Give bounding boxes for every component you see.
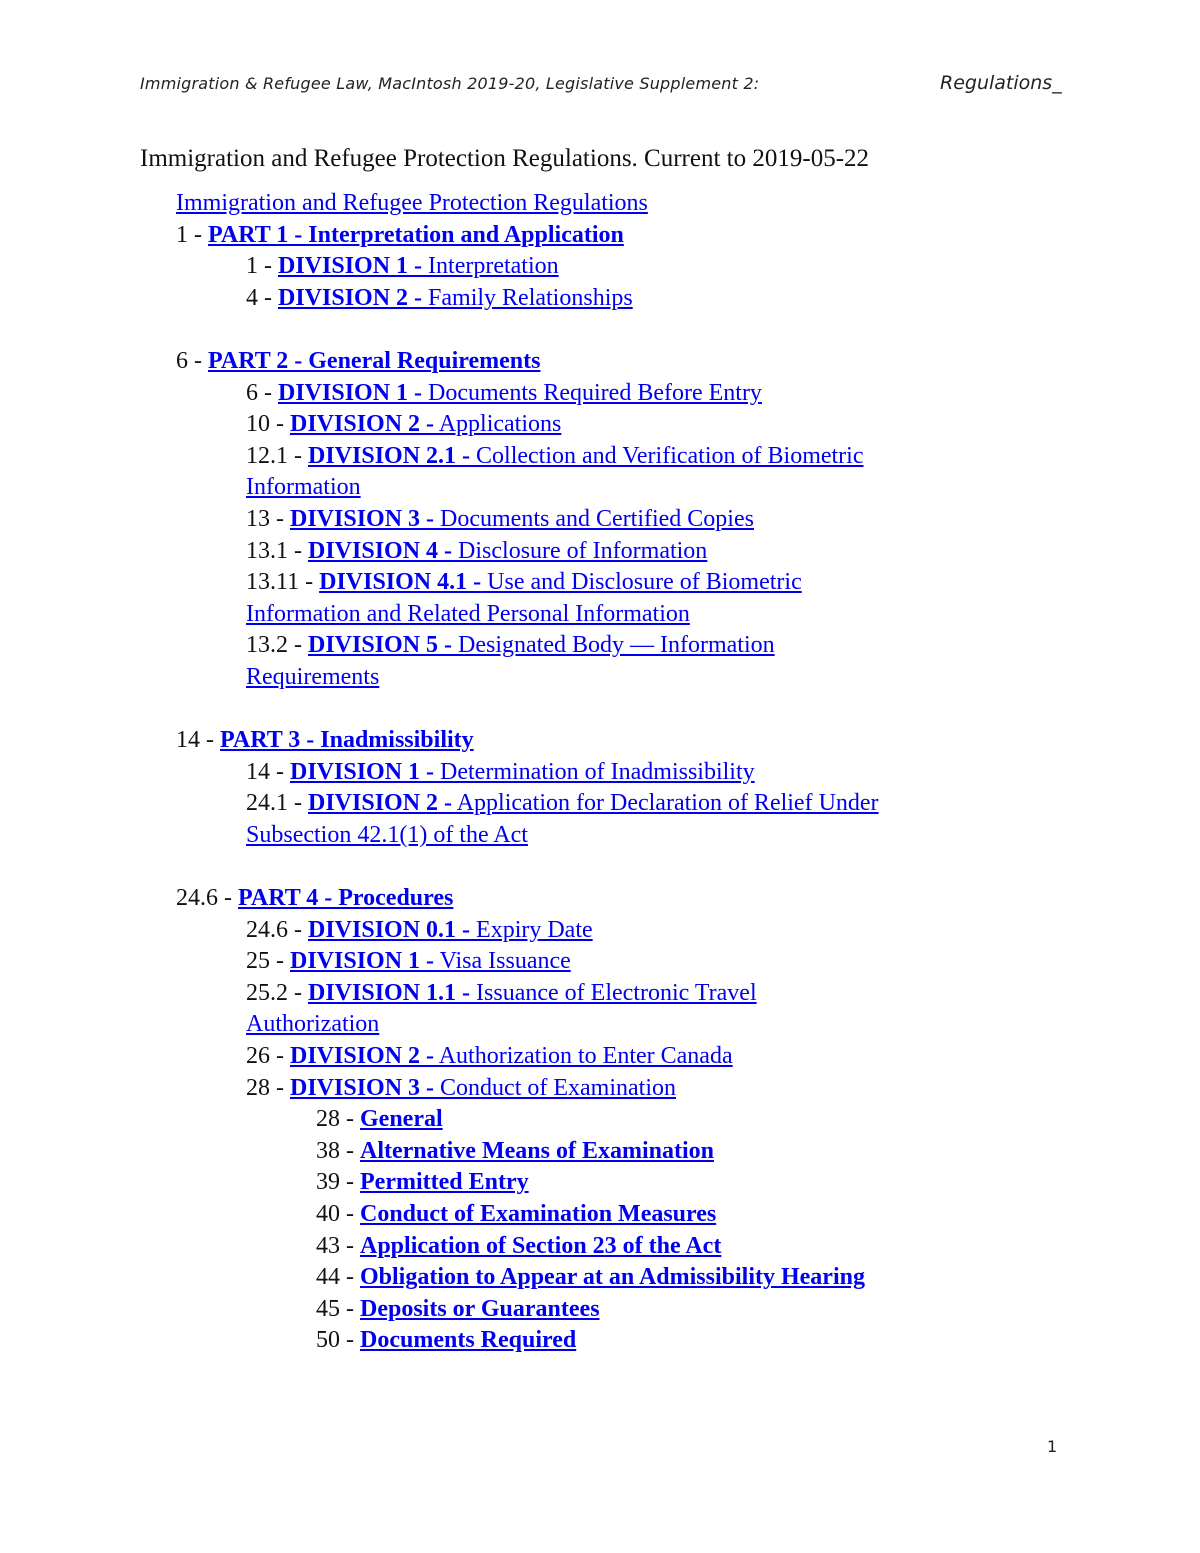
toc-division-number: 13.2 - [246,632,302,659]
toc-division-title: Use and Disclosure of Biometric [481,569,802,596]
toc-division-title: Documents and Certified Copies [434,505,754,532]
toc-division-line [176,378,996,410]
toc-division-link-continued[interactable]: Information [246,474,361,501]
toc-division-continuation [176,599,996,631]
toc-division-label: DIVISION 1.1 - [308,979,471,1006]
toc-division-line [176,788,996,820]
toc-subdivision-link[interactable]: Permitted Entry [360,1169,529,1196]
toc-subdivision-line [176,1136,996,1168]
toc-division-label: DIVISION 3 - [290,505,435,532]
toc-division-number: 26 - [246,1043,284,1070]
toc-division-link[interactable] [308,790,879,816]
toc-division-link[interactable] [290,1043,733,1069]
toc-division-number: 25 - [246,948,284,975]
toc-division-number: 25.2 - [246,979,302,1006]
toc-division-title: Disclosure of Information [452,537,708,564]
toc-division-label: DIVISION 2.1 - [308,442,471,469]
toc-division-label: DIVISION 5 - [308,632,453,659]
toc-subdivision-line [176,1262,996,1294]
toc-part-number: 1 - [176,221,202,248]
toc-division-link[interactable] [278,285,633,311]
toc-division-number: 13 - [246,505,284,532]
toc-division-continuation [176,662,996,694]
toc-division-title: Collection and Verification of Biometric [470,442,864,469]
toc-division-line [176,409,996,441]
toc-subdivision-number: 44 - [316,1264,354,1291]
toc-division-link-continued[interactable]: Subsection 42.1(1) of the Act [246,821,528,848]
toc-division-link[interactable] [308,917,593,943]
toc-part-link[interactable]: PART 3 - Inadmissibility [220,727,474,754]
toc-division-title: Visa Issuance [434,948,571,975]
toc-division-label: DIVISION 3 - [290,1074,435,1101]
toc-division-title: Application for Declaration of Relief Under [452,790,879,817]
toc-subdivision-line [176,1104,996,1136]
toc-part-number: 6 - [176,347,202,374]
toc-subdivision-number: 38 - [316,1137,354,1164]
toc-division-title: Family Relationships [422,284,633,311]
toc-subdivision-line [176,1294,996,1326]
toc-subdivision-number: 28 - [316,1106,354,1133]
toc-division-title: Designated Body — Information [452,632,775,659]
toc-subdivision-line [176,1325,996,1357]
toc-division-link[interactable] [290,948,571,974]
toc-spacer [176,851,996,883]
toc-subdivision-line [176,1167,996,1199]
toc-division-number: 24.1 - [246,790,302,817]
toc-division-line [176,757,996,789]
toc-division-link[interactable] [308,980,757,1006]
toc-division-link-continued[interactable]: Authorization [246,1011,380,1038]
toc-division-label: DIVISION 4.1 - [319,569,482,596]
toc-division-number: 4 - [246,284,272,311]
toc-division-number: 24.6 - [246,916,302,943]
toc-subdivision-line [176,1199,996,1231]
toc-division-title: Issuance of Electronic Travel [470,979,757,1006]
toc-division-line [176,946,996,978]
toc-part-line [176,346,996,378]
table-of-contents [176,188,996,1357]
toc-division-title: Documents Required Before Entry [422,379,762,406]
toc-spacer [176,694,996,726]
toc-subdivision-link[interactable]: Documents Required [360,1327,577,1354]
toc-part-number: 14 - [176,727,214,754]
toc-division-link[interactable] [290,1075,676,1101]
toc-subdivision-line [176,1231,996,1263]
toc-division-line [176,251,996,283]
toc-division-label: DIVISION 1 - [290,948,435,975]
toc-division-line [176,283,996,315]
toc-subdivision-link[interactable]: Obligation to Appear at an Admissibility Hearing [360,1264,865,1291]
toc-part-number: 24.6 - [176,885,232,912]
toc-division-link-continued[interactable]: Information and Related Personal Information [246,600,690,627]
toc-division-label: DIVISION 1 - [278,379,423,406]
toc-division-number: 13.1 - [246,537,302,564]
toc-part-line [176,725,996,757]
running-header-section: Regulations _ [940,72,1062,94]
toc-division-number: 1 - [246,253,272,280]
toc-division-continuation [176,820,996,852]
toc-division-title: Expiry Date [470,916,593,943]
toc-division-title: Authorization to Enter Canada [434,1043,733,1070]
toc-division-label: DIVISION 1 - [290,758,435,785]
toc-division-link[interactable] [308,538,707,564]
toc-division-line [176,504,996,536]
toc-division-number: 13.11 - [246,569,314,596]
toc-subdivision-number: 45 - [316,1295,354,1322]
toc-division-link[interactable] [319,569,802,595]
toc-division-label: DIVISION 1 - [278,253,423,280]
toc-division-line [176,1073,996,1105]
toc-division-title: Conduct of Examination [434,1074,676,1101]
toc-part-link[interactable]: PART 1 - Interpretation and Application [208,221,624,248]
toc-division-link[interactable] [290,759,755,785]
toc-division-label: DIVISION 2 - [278,284,423,311]
running-header-title: Immigration & Refugee Law, MacIntosh 2019-20, Legislative Supplement 2: [140,74,760,93]
toc-division-label: DIVISION 2 - [290,411,435,438]
toc-division-line [176,1041,996,1073]
toc-division-number: 10 - [246,411,284,438]
toc-division-label: DIVISION 4 - [308,537,453,564]
toc-subdivision-number: 43 - [316,1232,354,1259]
toc-division-link-continued[interactable]: Requirements [246,663,380,690]
toc-division-line [176,978,996,1010]
toc-subdivision-number: 50 - [316,1327,354,1354]
toc-division-label: DIVISION 2 - [290,1043,435,1070]
toc-division-number: 12.1 - [246,442,302,469]
toc-division-continuation [176,1009,996,1041]
toc-division-title: Determination of Inadmissibility [434,758,755,785]
toc-root-link[interactable]: Immigration and Refugee Protection Regulations [176,190,648,216]
toc-division-label: DIVISION 0.1 - [308,916,471,943]
toc-division-link[interactable] [308,443,864,469]
toc-division-number: 6 - [246,379,272,406]
page-number: 1 [1047,1437,1058,1456]
toc-division-link[interactable] [278,253,559,279]
toc-part-line [176,883,996,915]
toc-division-number: 28 - [246,1074,284,1101]
toc-spacer [176,314,996,346]
toc-division-line [176,441,996,473]
toc-division-title: Applications [434,411,562,438]
toc-part-link[interactable]: PART 4 - Procedures [238,885,454,912]
toc-division-link[interactable] [278,380,762,406]
toc-division-line [176,915,996,947]
toc-division-line [176,536,996,568]
toc-division-title: Interpretation [422,253,559,280]
toc-division-link[interactable] [290,506,754,532]
toc-subdivision-link[interactable]: Application of Section 23 of the Act [360,1232,722,1259]
toc-division-continuation [176,472,996,504]
toc-part-link[interactable]: PART 2 - General Requirements [208,347,541,374]
toc-subdivision-link[interactable]: General [360,1106,443,1133]
toc-division-line [176,630,996,662]
toc-division-label: DIVISION 2 - [308,790,453,817]
toc-subdivision-link[interactable]: Deposits or Guarantees [360,1295,600,1322]
toc-subdivision-link[interactable]: Conduct of Examination Measures [360,1201,717,1227]
document-title: Immigration and Refugee Protection Regulations. Current to 2019-05-22 [140,145,870,172]
toc-subdivision-number: 39 - [316,1169,354,1196]
toc-subdivision-number: 40 - [316,1201,354,1227]
toc-part-line [176,220,996,252]
toc-root-line [176,188,996,220]
toc-division-number: 14 - [246,758,284,785]
toc-division-link[interactable] [308,632,775,658]
toc-subdivision-link[interactable]: Alternative Means of Examination [360,1137,714,1164]
toc-division-line [176,567,996,599]
toc-division-link[interactable] [290,411,561,437]
